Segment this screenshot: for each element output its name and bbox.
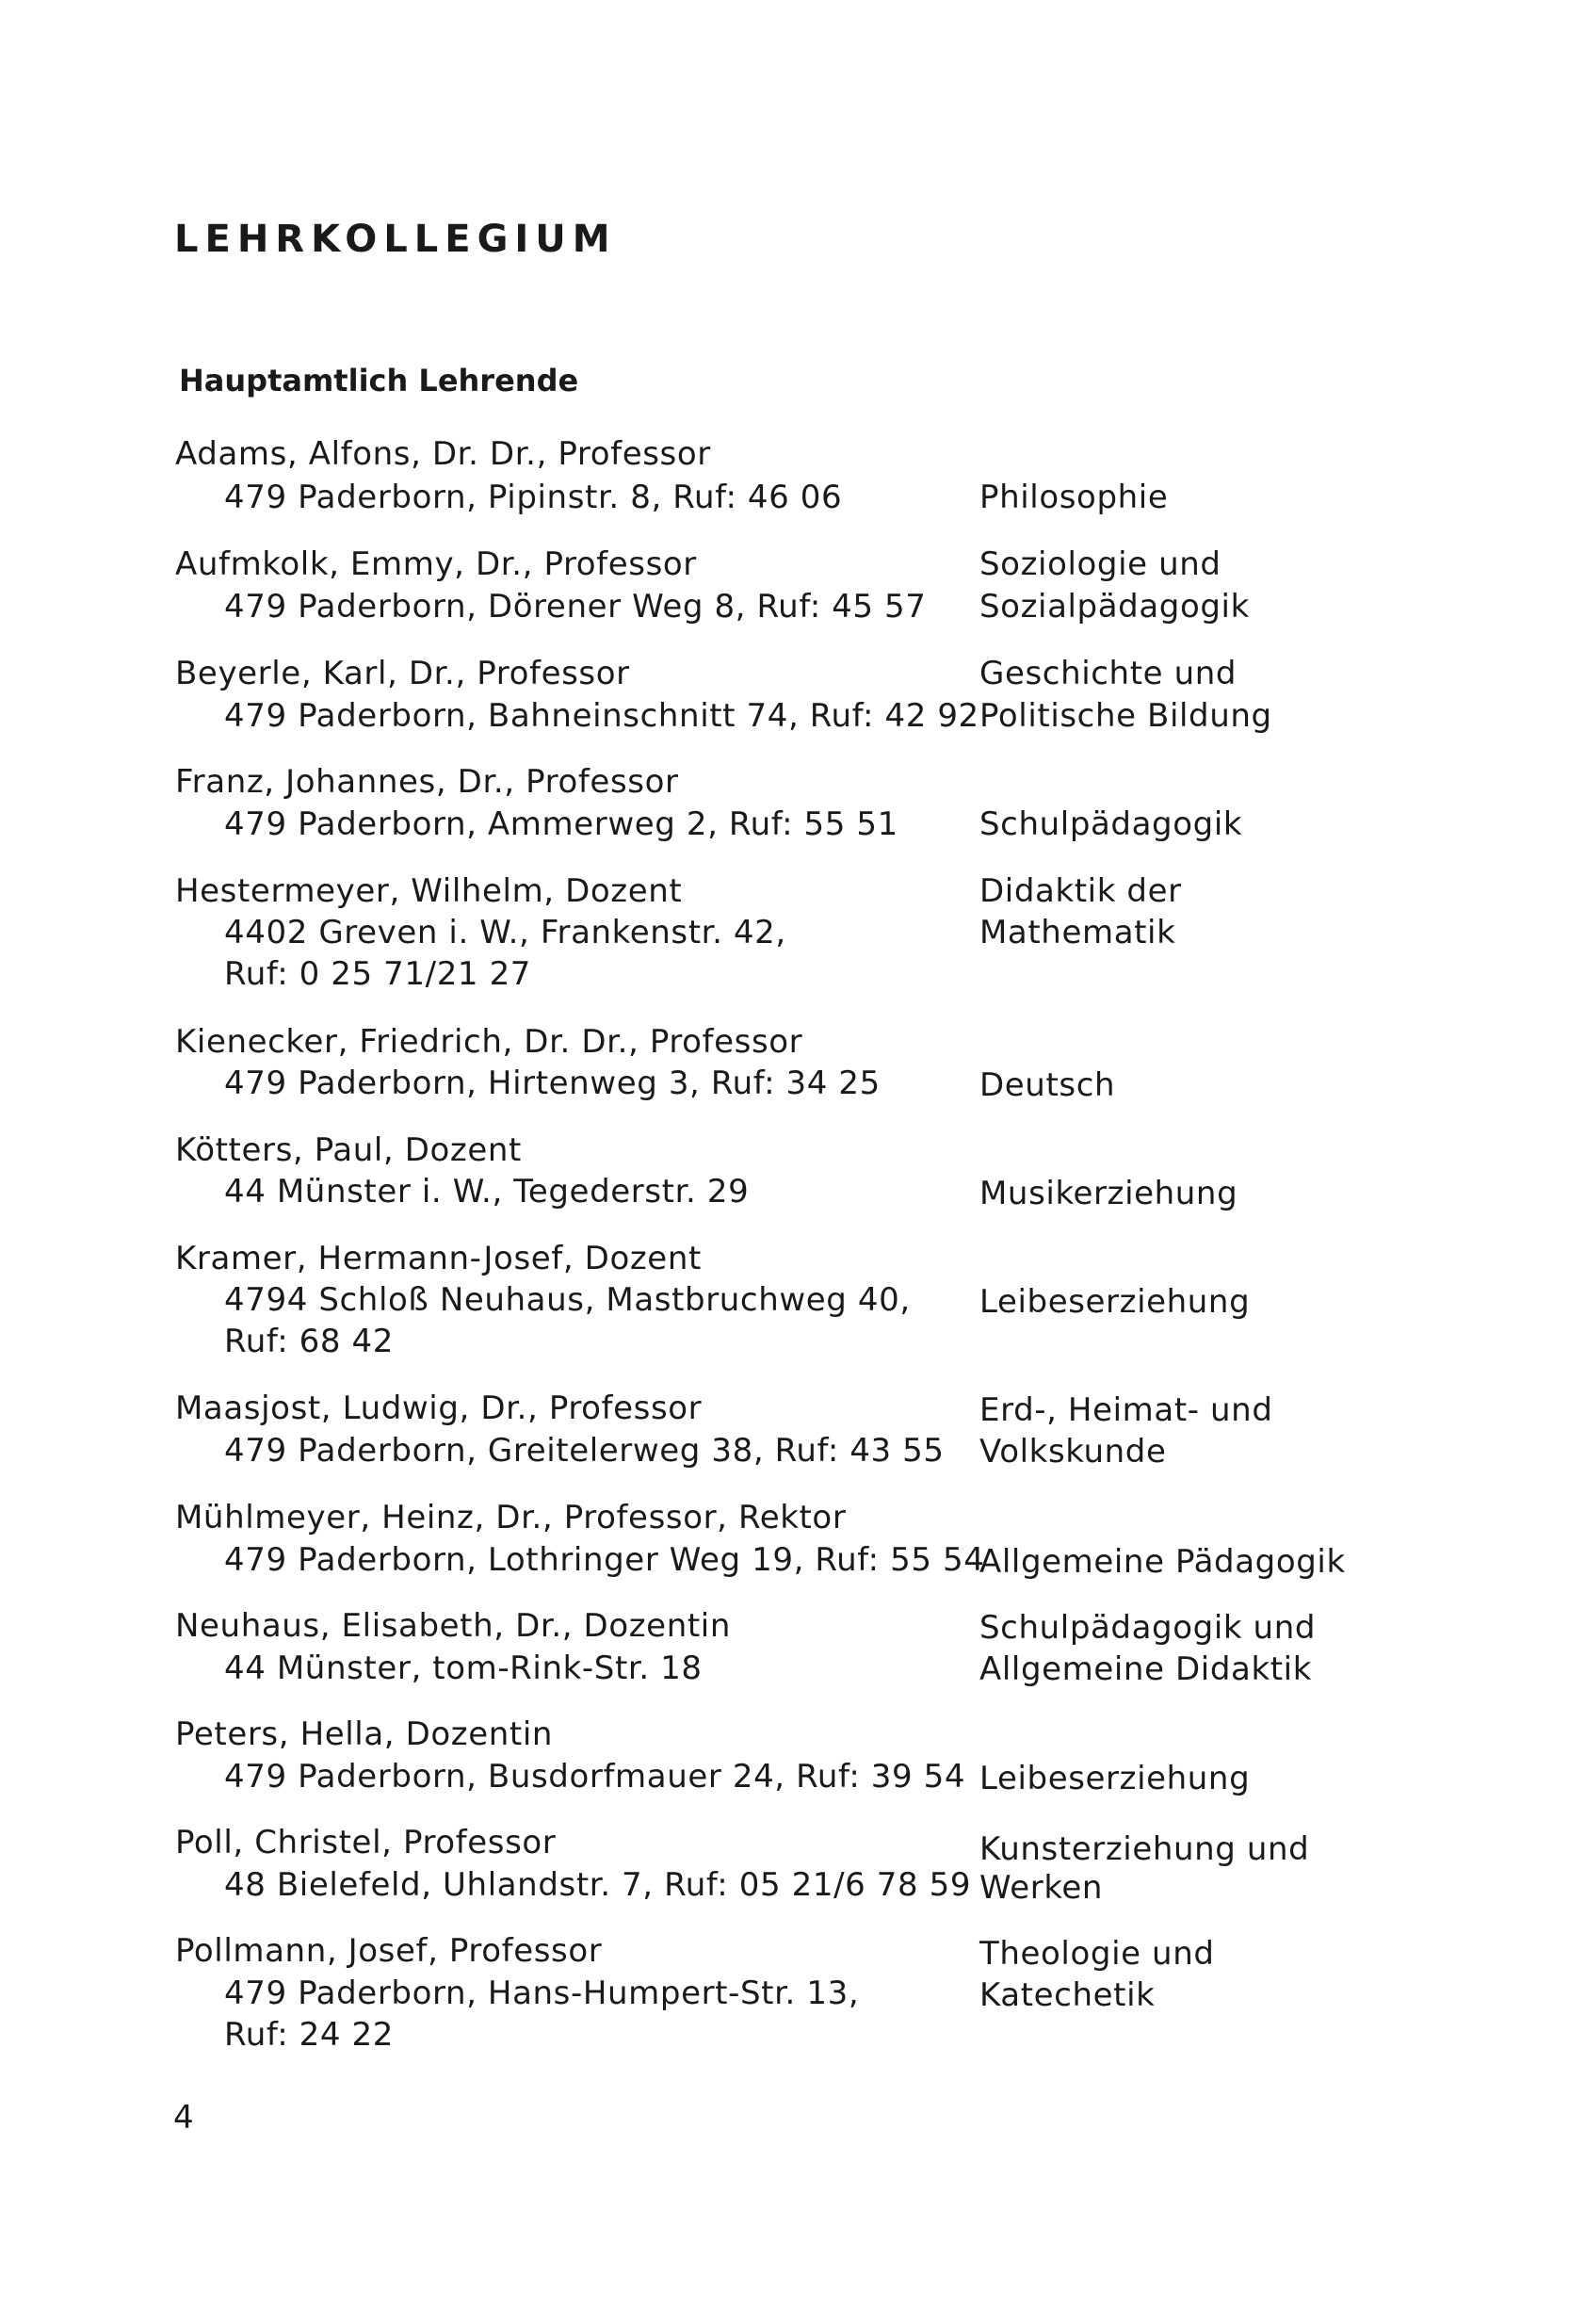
- faculty-subject: Schulpädagogik: [979, 805, 1243, 843]
- faculty-address: Ruf: 0 25 71/21 27: [224, 955, 532, 993]
- faculty-name: Mühlmeyer, Heinz, Dr., Professor, Rektor: [175, 1499, 847, 1536]
- faculty-address: 479 Paderborn, Dörener Weg 8, Ruf: 45 57: [224, 588, 927, 626]
- page-number: 4: [173, 2099, 194, 2137]
- faculty-subject: Volkskunde: [979, 1433, 1167, 1471]
- faculty-address: 479 Paderborn, Greitelerweg 38, Ruf: 43 55: [224, 1432, 945, 1470]
- faculty-name: Franz, Johannes, Dr., Professor: [175, 763, 679, 801]
- faculty-name: Kötters, Paul, Dozent: [175, 1131, 522, 1169]
- faculty-address: 4794 Schloß Neuhaus, Mastbruchweg 40,: [224, 1281, 911, 1319]
- faculty-name: Pollmann, Josef, Professor: [175, 1932, 603, 1970]
- faculty-address: 44 Münster i. W., Tegederstr. 29: [224, 1173, 750, 1211]
- faculty-subject: Allgemeine Pädagogik: [979, 1543, 1346, 1581]
- faculty-subject: Deutsch: [979, 1066, 1116, 1104]
- faculty-name: Neuhaus, Elisabeth, Dr., Dozentin: [175, 1607, 731, 1645]
- faculty-subject: Didaktik der: [979, 872, 1182, 910]
- faculty-name: Adams, Alfons, Dr. Dr., Professor: [175, 435, 711, 473]
- faculty-name: Hestermeyer, Wilhelm, Dozent: [175, 872, 683, 910]
- faculty-subject: Theologie und: [979, 1935, 1215, 1973]
- faculty-subject: Leibeserziehung: [979, 1760, 1251, 1797]
- faculty-address: Ruf: 68 42: [224, 1323, 395, 1360]
- faculty-subject: Katechetik: [979, 1976, 1156, 2014]
- faculty-address: 44 Münster, tom-Rink-Str. 18: [224, 1650, 703, 1687]
- faculty-address: 479 Paderborn, Ammerweg 2, Ruf: 55 51: [224, 805, 898, 843]
- faculty-subject: Mathematik: [979, 914, 1176, 951]
- faculty-subject: Kunsterziehung und: [979, 1830, 1310, 1868]
- faculty-subject: Philosophie: [979, 479, 1169, 516]
- faculty-address: 479 Paderborn, Hans-Humpert-Str. 13,: [224, 1975, 860, 2012]
- page-title: LEHRKOLLEGIUM: [174, 218, 617, 261]
- faculty-address: 479 Paderborn, Busdorfmauer 24, Ruf: 39 54: [224, 1758, 966, 1796]
- faculty-address: 48 Bielefeld, Uhlandstr. 7, Ruf: 05 21/6 78 59: [224, 1866, 972, 1904]
- faculty-name: Poll, Christel, Professor: [175, 1824, 557, 1861]
- faculty-subject: Schulpädagogik und: [979, 1609, 1317, 1647]
- faculty-subject: Werken: [979, 1869, 1104, 1907]
- section-heading: Hauptamtlich Lehrende: [179, 363, 579, 398]
- faculty-name: Aufmkolk, Emmy, Dr., Professor: [175, 545, 697, 583]
- faculty-subject: Geschichte und: [979, 655, 1237, 692]
- faculty-address: 479 Paderborn, Bahneinschnitt 74, Ruf: 42 92: [224, 697, 979, 735]
- faculty-name: Peters, Hella, Dozentin: [175, 1715, 554, 1753]
- faculty-subject: Sozialpädagogik: [979, 588, 1250, 626]
- faculty-address: 479 Paderborn, Hirtenweg 3, Ruf: 34 25: [224, 1064, 881, 1102]
- faculty-subject: Leibeserziehung: [979, 1283, 1251, 1321]
- faculty-name: Maasjost, Ludwig, Dr., Professor: [175, 1390, 703, 1427]
- faculty-name: Kienecker, Friedrich, Dr. Dr., Professor: [175, 1023, 803, 1061]
- faculty-name: Beyerle, Karl, Dr., Professor: [175, 655, 630, 692]
- faculty-subject: Politische Bildung: [979, 697, 1272, 735]
- faculty-address: Ruf: 24 22: [224, 2016, 395, 2054]
- faculty-subject: Musikerziehung: [979, 1175, 1238, 1212]
- faculty-subject: Allgemeine Didaktik: [979, 1650, 1313, 1688]
- faculty-address: 4402 Greven i. W., Frankenstr. 42,: [224, 914, 786, 951]
- faculty-name: Kramer, Hermann-Josef, Dozent: [175, 1240, 702, 1277]
- faculty-subject: Erd-, Heimat- und: [979, 1391, 1273, 1429]
- faculty-address: 479 Paderborn, Lothringer Weg 19, Ruf: 55 54: [224, 1541, 985, 1579]
- faculty-subject: Soziologie und: [979, 545, 1221, 583]
- faculty-address: 479 Paderborn, Pipinstr. 8, Ruf: 46 06: [224, 479, 843, 516]
